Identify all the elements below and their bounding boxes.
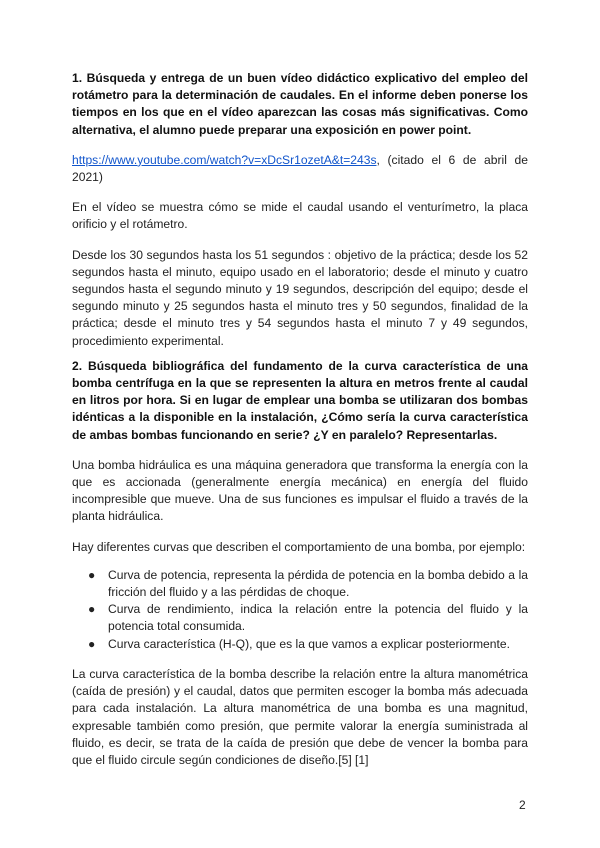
list-item: ● Curva de rendimiento, indica la relación entre la potencia del fluido y la potencia total consumida.: [88, 602, 528, 634]
section1-paragraph-1: En el vídeo se muestra cómo se mide el caudal usando el venturímetro, la placa orificio y el rotámetro.: [72, 200, 528, 232]
document-page: [72, 70, 528, 769]
bullet-icon: ●: [88, 602, 96, 617]
list-item: ● Curva característica (H-Q), que es la que vamos a explicar posteriormente.: [72, 636, 528, 653]
section2-paragraph-2: Hay diferentes curvas que describen el comportamiento de una bomba, por ejemplo:: [72, 539, 526, 554]
bullet-icon: ●: [88, 636, 96, 651]
curve-types-list: [72, 567, 528, 653]
reference-paragraph: [72, 152, 528, 186]
section2-paragraph-1: Una bomba hidráulica es una máquina generadora que transforma la energía con la que es accionada (generalmente energía mecánica) en energía del fluido incompresible que mueve. Una de sus funciones es impulsar el fluido a través de la planta hidráulica.: [72, 457, 528, 524]
citation-text: , (citado el 6 de abril de 2021): [72, 152, 528, 185]
bullet-icon: ●: [88, 567, 96, 582]
section1-paragraph-2: Desde los 30 segundos hasta los 51 segundos : objetivo de la práctica; desde los 52 segundos hasta el minuto, equipo usado en el laboratorio; desde el minuto y cuatro segundos hasta el segundo minuto y 19 segundos, descripción del equipo; desde el segundo minuto y 25 segundos hasta el minuto tres y 50 segundos, finalidad de la práctica; desde el minuto tres y 54 segundos hasta el minuto 7 y 49 segundos, procedimiento experimental.: [72, 247, 528, 348]
list-item: ● Curva de potencia, representa la pérdida de potencia en la bomba debido a la fricción del fluido y a las pérdidas de choque.: [88, 567, 528, 600]
section1-heading: 1. Búsqueda y entrega de un buen vídeo didáctico explicativo del empleo del rotámetro para la determinación de caudales. En el informe deben ponerse los tiempos en los que en el vídeo aparezcan las cosas más significativas. Como alternativa, el alumno puede preparar una exposición en power point.: [72, 71, 528, 137]
section2-heading: 2. Búsqueda bibliográfica del fundamento de la curva característica de una bomba centrífuga en la que se representen la altura en metros frente al caudal en litros por hora. Si en lugar de emplear una bomba se utilizaran dos bombas idénticas a la disponible en la instalación, ¿Cómo sería la curva característica de ambas bombas funcionando en serie? ¿Y en paralelo? Representarlas.: [72, 358, 528, 442]
page-number: 2: [519, 798, 526, 812]
section2-paragraph-3: La curva característica de la bomba describe la relación entre la altura manométrica (caída de presión) y el caudal, datos que permiten escoger la bomba más adecuada para cada instalación. La altura manométrica de una bomba es una magnitud, expresable también como presión, que permite valorar la energía suministrada al fluido, es decir, se trata de la caída de presión que debe de vencer la bomba para que el fluido circule según condiciones de diseño.[5] [1]: [72, 666, 528, 767]
youtube-link[interactable]: https://www.youtube.com/watch?v=xDcSr1ozetA&t=243s: [72, 152, 377, 167]
